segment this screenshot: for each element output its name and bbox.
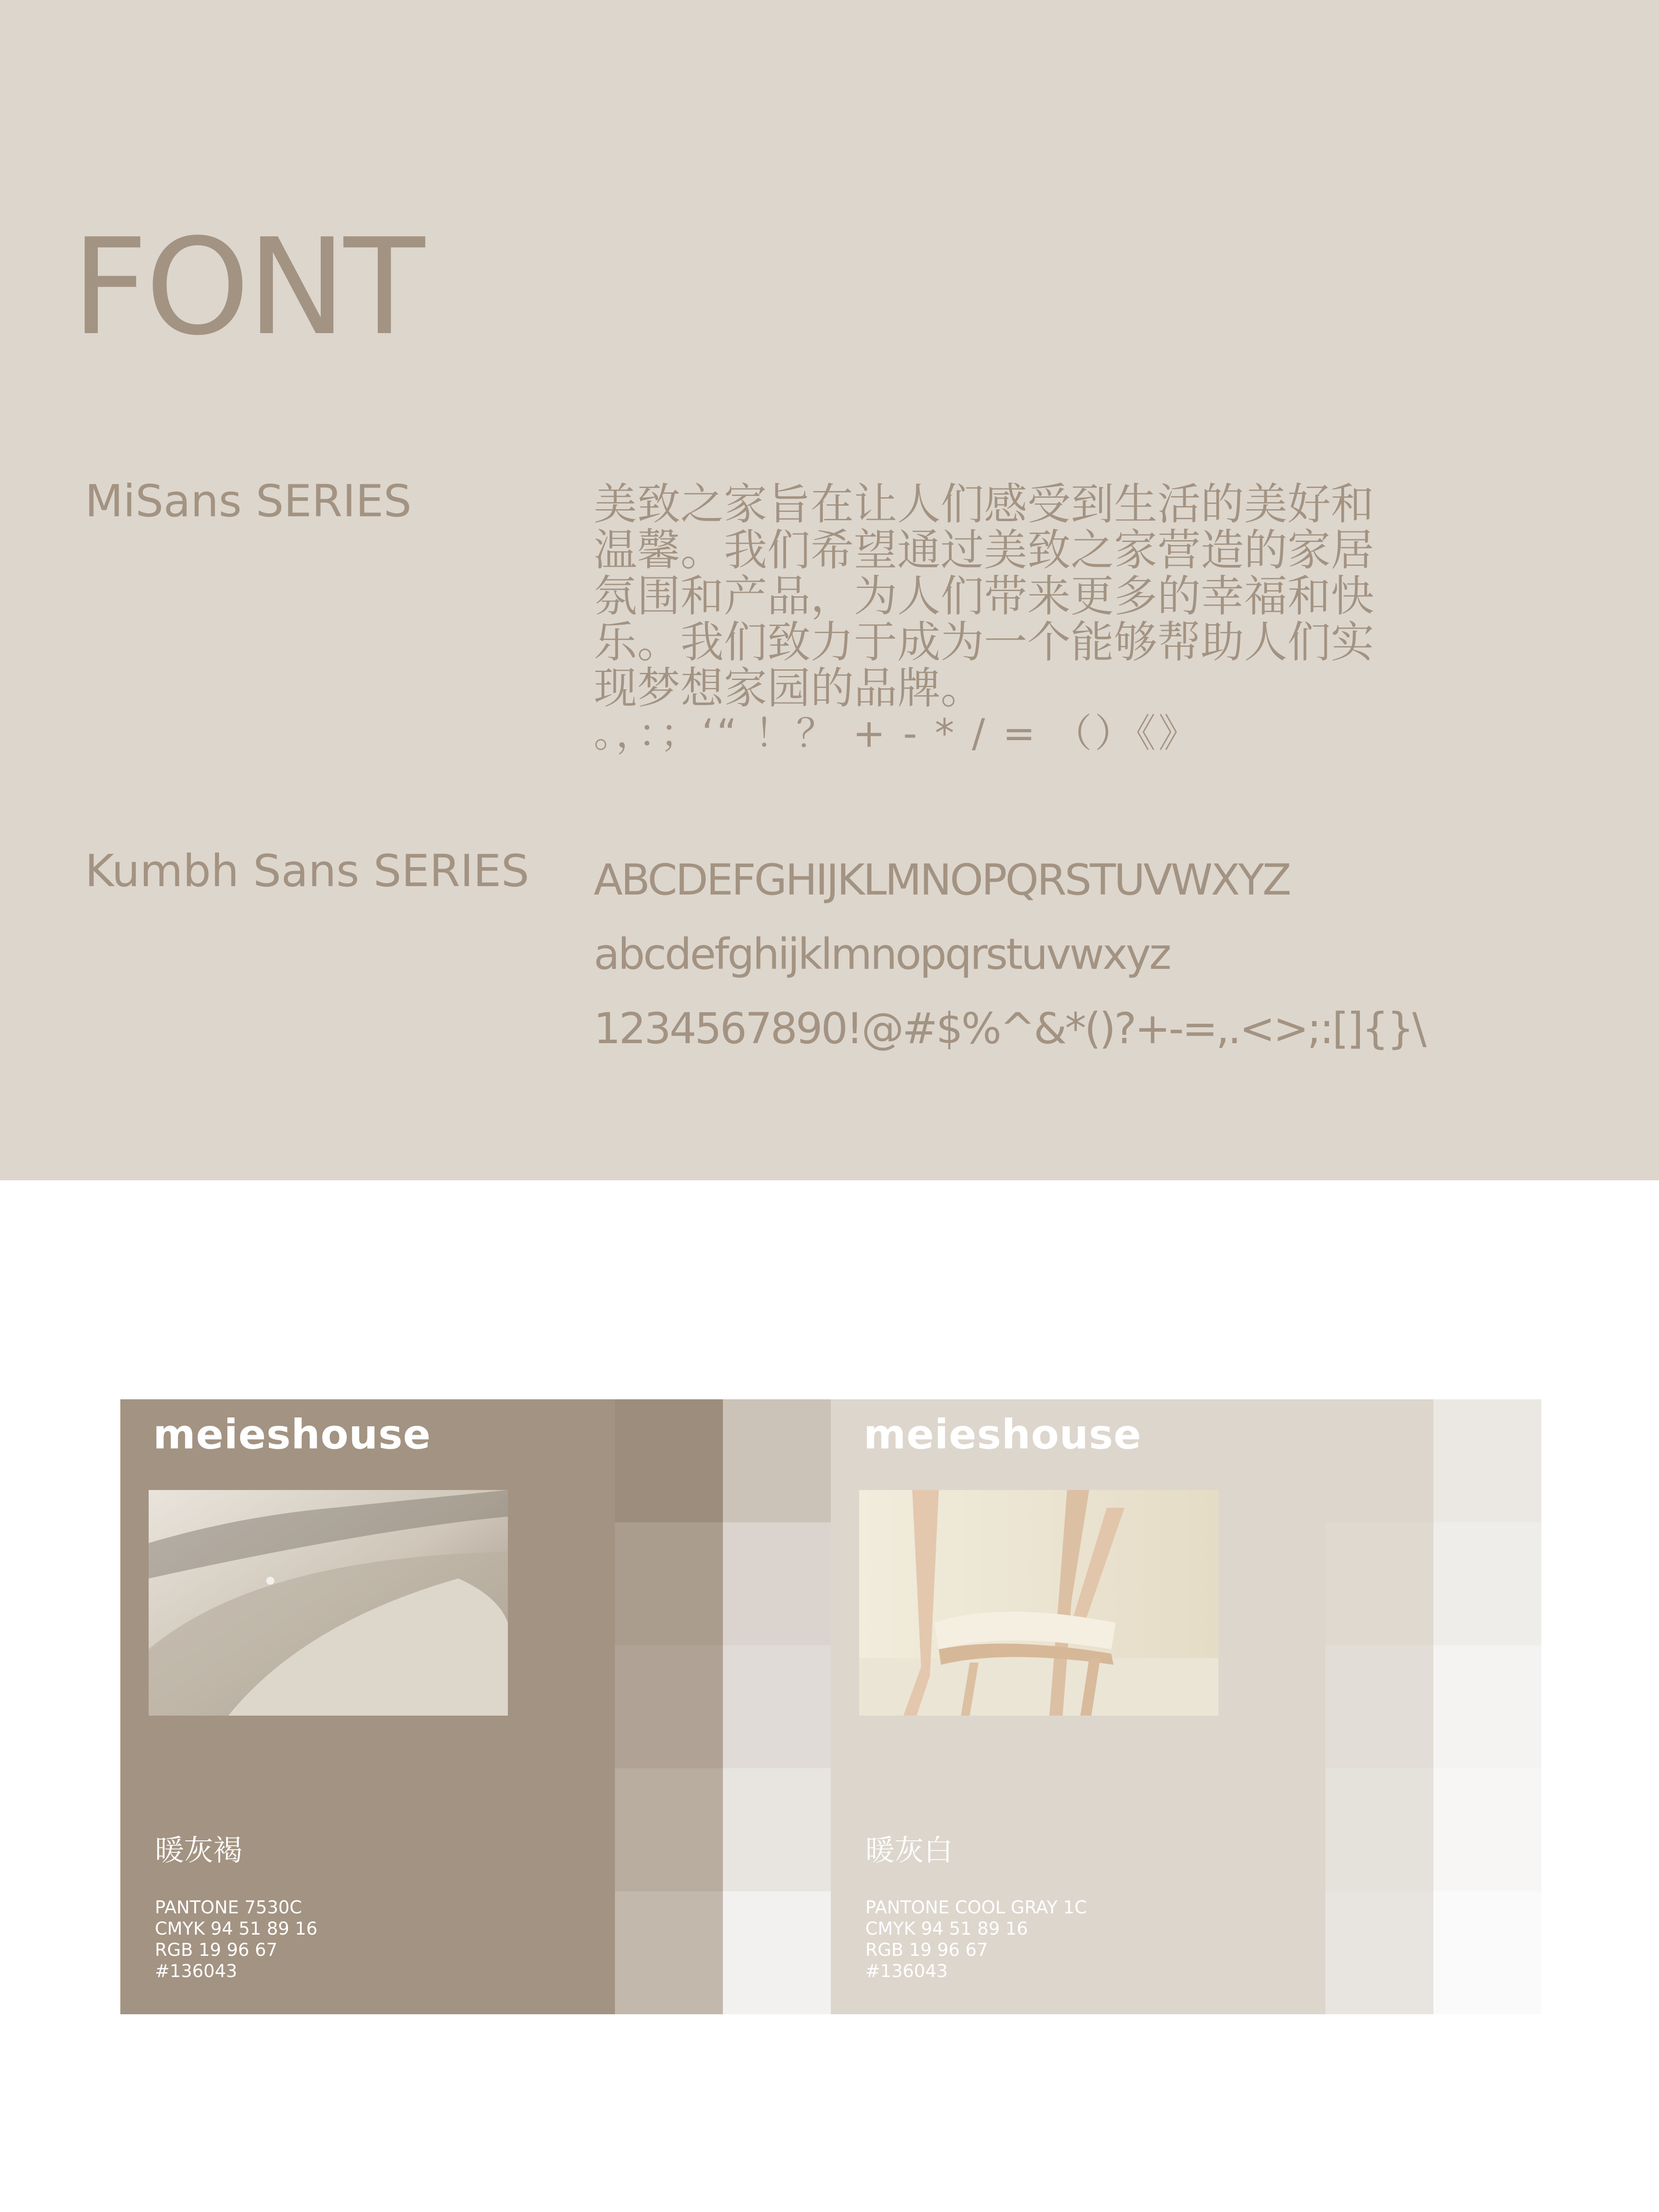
brand-logo: meieshouse <box>864 1411 1142 1458</box>
cmyk-value: CMYK 94 51 89 16 <box>865 1919 1028 1939</box>
tint-swatch <box>615 1891 723 2014</box>
tint-swatch <box>1433 1522 1541 1645</box>
color-card-warm-taupe <box>120 1399 615 2014</box>
misans-sample-line: 氛围和产品，为人们带来更多的幸福和快 <box>594 571 1375 622</box>
rgb-value: RGB 19 96 67 <box>155 1940 278 1960</box>
hex-value: #136043 <box>865 1961 948 1982</box>
kumbh-series-label: Kumbh Sans SERIES <box>85 845 530 897</box>
cmyk-value: CMYK 94 51 89 16 <box>155 1919 318 1939</box>
pantone-value: PANTONE 7530C <box>155 1897 302 1918</box>
kumbh-uppercase: ABCDEFGHIJKLMNOPQRSTUVWXYZ <box>594 855 1290 905</box>
misans-sample-line: 乐。我们致力于成为一个能够帮助人们实 <box>594 617 1375 668</box>
misans-punctuation-sample: 。，：；‘“ ！？ + - * / = （）《》 <box>594 710 1200 756</box>
kumbh-lowercase: abcdefghijklmnopqrstuvwxyz <box>594 929 1170 979</box>
kumbh-sample <box>594 843 1425 1066</box>
brand-logo: meieshouse <box>153 1411 431 1458</box>
pantone-value: PANTONE COOL GRAY 1C <box>865 1897 1087 1918</box>
sofa-photo <box>149 1490 508 1716</box>
color-name: 暖灰褐 <box>155 1833 242 1867</box>
tint-swatch <box>615 1645 723 1768</box>
color-name: 暖灰白 <box>865 1833 953 1867</box>
tint-swatch <box>723 1522 831 1645</box>
tint-swatch <box>1433 1891 1541 2014</box>
hex-value: #136043 <box>155 1961 238 1982</box>
tint-swatch <box>723 1891 831 2014</box>
tint-swatch <box>1325 1399 1433 1522</box>
color-spec <box>865 1897 1087 1982</box>
tint-swatch <box>1325 1522 1433 1645</box>
tint-swatch <box>615 1522 723 1645</box>
rgb-value: RGB 19 96 67 <box>865 1940 988 1960</box>
page-title: FONT <box>72 210 422 365</box>
tint-swatch <box>1433 1645 1541 1768</box>
kumbh-digits-symbols: 1234567890!@#$%^&*()?+-=,.<>;:[]{}\ <box>594 1004 1425 1053</box>
tint-swatch <box>723 1768 831 1891</box>
tint-swatch <box>1325 1891 1433 2014</box>
tint-swatch <box>615 1768 723 1891</box>
tint-swatch <box>723 1399 831 1522</box>
chair-photo <box>859 1490 1218 1716</box>
misans-sample-line: 温馨。我们希望通过美致之家营造的家居 <box>594 525 1375 576</box>
color-card-warm-white <box>831 1399 1325 2014</box>
tint-swatch <box>1325 1645 1433 1768</box>
misans-sample-line: 美致之家旨在让人们感受到生活的美好和 <box>594 479 1375 530</box>
misans-sample <box>594 479 1375 756</box>
tint-swatch <box>1433 1768 1541 1891</box>
tint-swatch <box>615 1399 723 1522</box>
misans-sample-line: 现梦想家园的品牌。 <box>594 663 984 714</box>
tint-swatch <box>723 1645 831 1768</box>
tint-swatch <box>1325 1768 1433 1891</box>
tint-swatch <box>1433 1399 1541 1522</box>
color-spec <box>155 1897 318 1982</box>
misans-series-label: MiSans SERIES <box>85 475 412 527</box>
